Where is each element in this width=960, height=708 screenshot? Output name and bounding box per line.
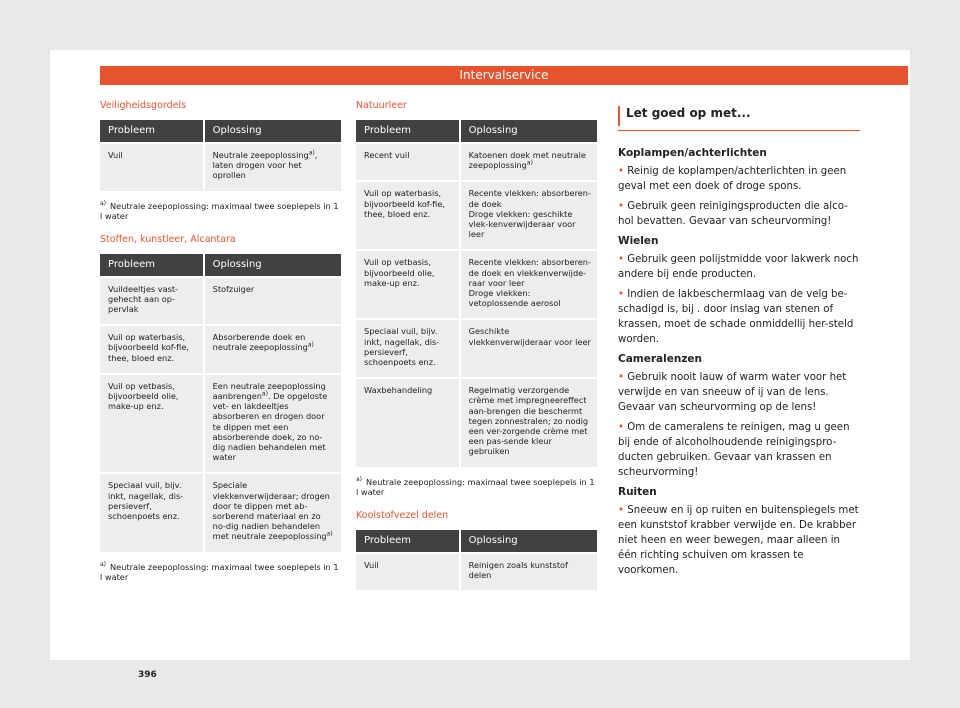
- col-header-solution: Oplossing: [460, 120, 597, 143]
- section-title-leather: Natuurleer: [356, 100, 407, 111]
- group-title: Wielen: [618, 235, 659, 247]
- table-carbon: [356, 530, 597, 590]
- column-middle: [356, 100, 597, 590]
- table-row: [356, 181, 597, 250]
- cell-solution: Reinigen zoals kunststof delen: [460, 553, 597, 590]
- cell-solution: Regelmatig verzorgende crème met impregneereffect aan-brengen die beschermt tegen zonnestralen; zo nodig een ver-zorgende crème met een pas-sende kleur gebruiken: [460, 378, 597, 466]
- table-row: [356, 553, 597, 590]
- bullet-icon: •: [618, 505, 625, 516]
- group-title: Cameralenzen: [618, 353, 703, 365]
- cell-problem: Vuil: [356, 553, 460, 590]
- list-item: • Reinig de koplampen/achterlichten in geen geval met een doek of droge spons.: [618, 166, 847, 192]
- list-item: • Indien de lakbeschermlaag van de velg be-schadigd is, bij . door inslag van stenen of krassen, moet de schade onmiddellij her-steld worden.: [618, 289, 854, 345]
- cell-problem: Vuil op waterbasis, bijvoorbeeld kof-fie, thee, bloed enz.: [356, 181, 460, 250]
- table-leather: [356, 120, 597, 467]
- col-header-solution: Oplossing: [204, 254, 341, 277]
- list-item: • Om de cameralens te reinigen, mag u geen bij ende of alcoholhoudende reinigingspro-ducten gebruiken. Gevaar van krassen en scheurvorming!: [618, 422, 850, 478]
- cell-solution: Recente vlekken: absorberen-de doek Droge vlekken: geschikte vlek-kenverwijderaar voor leer: [460, 181, 597, 250]
- bullet-icon: •: [618, 254, 625, 265]
- group-title: Koplampen/achterlichten: [618, 147, 767, 159]
- manual-page: [50, 50, 910, 680]
- cell-problem: Vuil op waterbasis, bijvoorbeeld kof-fie, thee, bloed enz.: [100, 325, 204, 374]
- list-item: • Gebruik nooit lauw of warm water voor het verwijde en van sneeuw of ij van de lens. Gevaar van scheurvorming op de lens!: [618, 372, 847, 413]
- bullet-icon: •: [618, 372, 625, 383]
- column-right: [618, 100, 860, 583]
- callout-header: [618, 100, 860, 131]
- table-row: [100, 277, 341, 326]
- table-row: [100, 325, 341, 374]
- col-header-problem: Probleem: [356, 120, 460, 143]
- cell-solution: Neutrale zeepoplossing$^{a)}$, laten drogen voor het oprollen: [204, 143, 341, 191]
- callout-accent-bar: [618, 106, 620, 126]
- table-row: [356, 250, 597, 319]
- col-header-problem: Probleem: [356, 530, 460, 553]
- cell-solution: Geschikte vlekkenverwijderaar voor leer: [460, 319, 597, 378]
- list-item: • Gebruik geen polijstmidde voor lakwerk noch andere bij ende producten.: [618, 254, 859, 280]
- chapter-header: Intervalservice: [100, 66, 908, 85]
- cell-solution: Een neutrale zeepoplossing aanbrengen$^{a)}$. De opgeloste vet- en lakdeeltjes absorberen en drogen door te dippen met een absorberende doek, zo no-dig nadien behandelen met water: [204, 374, 341, 474]
- bullet-icon: •: [618, 201, 625, 212]
- section-title-seatbelts: Veiligheidsgordels: [100, 100, 187, 111]
- cell-solution: Speciale vlekkenverwijderaar; drogen door te dippen met ab-sorberend materiaal en zo no-dig nadien behandelen met neutrale zeepoplossing$^{a)}$: [204, 473, 341, 551]
- cell-problem: Vuil op vetbasis, bijvoorbeeld olie, make-up enz.: [356, 250, 460, 319]
- group-title: Ruiten: [618, 486, 657, 498]
- section-title-carbon: Koolstofvezel delen: [356, 509, 449, 521]
- footnote: $^{a)}$ Neutrale zeepoplossing: maximaal twee soeplepels in 1 l water: [100, 199, 339, 222]
- bullet-icon: •: [618, 166, 625, 177]
- table-fabrics: [100, 254, 341, 552]
- footnote: $^{a)}$ Neutrale zeepoplossing: maximaal twee soeplepels in 1 l water: [356, 475, 595, 498]
- table-seatbelts: [100, 120, 341, 191]
- bullet-icon: •: [618, 289, 625, 300]
- cell-solution: Katoenen doek met neutrale zeepoplossing$^{a)}$: [460, 143, 597, 181]
- list-item: • Sneeuw en ij op ruiten en buitenspiegels met een kunststof krabber verwijde en. De krabber niet heen en weer bewegen, maar alleen in één richting schuiven om krassen te voorkomen.: [618, 505, 859, 576]
- col-header-solution: Oplossing: [204, 120, 341, 143]
- table-row: [100, 374, 341, 474]
- cell-problem: Speciaal vuil, bijv. inkt, nagellak, dis-persieverf, schoenpoets enz.: [356, 319, 460, 378]
- col-header-problem: Probleem: [100, 120, 204, 143]
- cell-solution: Stofzuiger: [204, 277, 341, 326]
- cell-problem: Waxbehandeling: [356, 378, 460, 466]
- cell-problem: Vuildeeltjes vast-gehecht aan op-pervlak: [100, 277, 204, 326]
- col-header-problem: Probleem: [100, 254, 204, 277]
- cell-problem: Recent vuil: [356, 143, 460, 181]
- column-left: [100, 100, 341, 595]
- cell-problem: Vuil: [100, 143, 204, 191]
- cell-problem: Vuil op vetbasis, bijvoorbeeld olie, make-up enz.: [100, 374, 204, 474]
- cell-solution: Recente vlekken: absorberen-de doek en vlekkenverwijde-raar voor leer Droge vlekken: vetoplossende aerosol: [460, 250, 597, 319]
- table-row: [356, 319, 597, 378]
- list-item: • Gebruik geen reinigingsproducten die alco-hol bevatten. Gevaar van scheurvorming!: [618, 201, 848, 227]
- table-row: [356, 378, 597, 466]
- table-row: [356, 143, 597, 181]
- callout-title: Let goed op met...: [626, 106, 751, 120]
- col-header-solution: Oplossing: [460, 530, 597, 553]
- cell-solution: Absorberende doek en neutrale zeepoplossing$^{a)}$: [204, 325, 341, 374]
- footnote: $^{a)}$ Neutrale zeepoplossing: maximaal twee soeplepels in 1 l water: [100, 560, 339, 583]
- table-row: [100, 143, 341, 191]
- section-title-fabrics: Stoffen, kunstleer, Alcantara: [100, 233, 236, 245]
- page-number: 396: [138, 670, 157, 680]
- cell-problem: Speciaal vuil, bijv. inkt, nagellak, dis-persieverf, schoenpoets enz.: [100, 473, 204, 551]
- table-row: [100, 473, 341, 551]
- bullet-icon: •: [618, 422, 625, 433]
